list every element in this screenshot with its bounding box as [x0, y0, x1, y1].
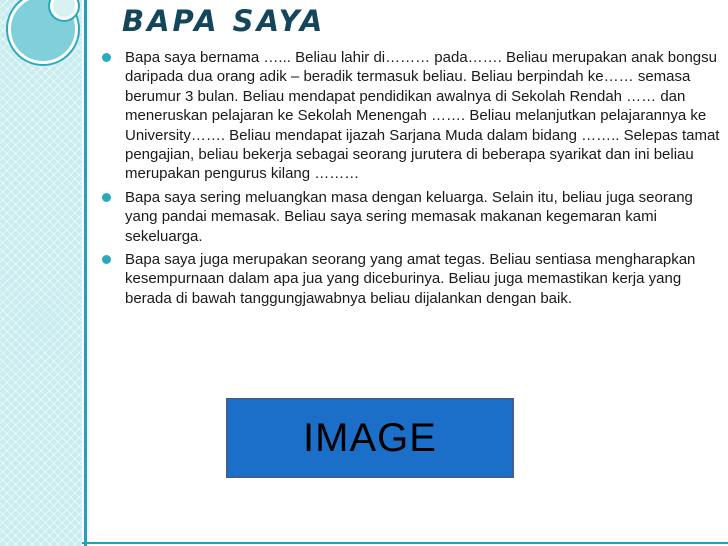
- bullet-list: [98, 48, 720, 312]
- image-placeholder-box: [226, 398, 514, 478]
- bullet-dot-icon: [102, 193, 111, 202]
- strip-accent-line: [84, 0, 87, 546]
- bullet-dot-icon: [102, 53, 111, 62]
- bottom-accent-line: [82, 542, 728, 544]
- image-placeholder-label: IMAGE: [303, 415, 437, 460]
- bullet-text: Bapa saya bernama …... Beliau lahir di……… pada……. Beliau merupakan anak bongsu daripada dua orang adik – beradik termasuk beliau. Beliau berpindah ke…… semasa berumur 3 bulan. Beliau mendapat pendidikan awalnya di Sekolah Rendah …… dan meneruskan pelajaran ke Sekolah Menengah ……. Beliau melanjutkan pelajarannya ke University……. Beliau mendapat ijazah Sarjana Muda dalam bidang …….. Selepas tamat pengajian, beliau bekerja sebagai seorang jurutera di beberapa syarikat dan ini beliau merupakan pengurus kilang ………: [125, 49, 720, 183]
- bullet-dot-icon: [102, 255, 111, 264]
- bullet-item: [98, 48, 720, 184]
- slide-title: BAPA SAYA: [122, 4, 326, 38]
- bullet-text: Bapa saya juga merupakan seorang yang amat tegas. Beliau sentiasa mengharapkan kesempurnaan dalam apa jua yang diceburinya. Beliau juga memastikan kerja yang berada di bawah tanggungjawabnya beliau dijalankan dengan baik.: [125, 251, 696, 307]
- left-decorative-strip: [0, 0, 82, 546]
- bullet-item: [98, 188, 720, 246]
- bullet-item: [98, 250, 720, 308]
- bullet-text: Bapa saya sering meluangkan masa dengan keluarga. Selain itu, beliau juga seorang yang pandai memasak. Beliau saya sering memasak makanan kegemaran kami sekeluarga.: [125, 188, 693, 245]
